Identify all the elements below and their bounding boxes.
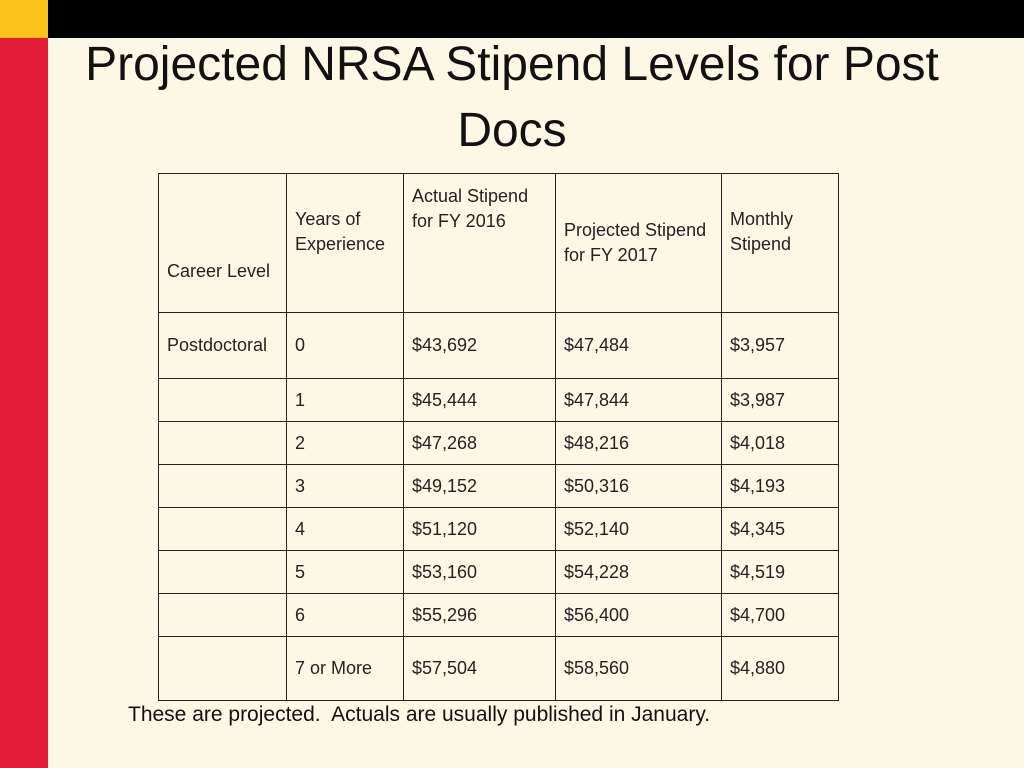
- header-years-of-experience: Years of Experience: [287, 174, 404, 313]
- monthly-cell: $4,018: [722, 422, 839, 465]
- table-row: [159, 551, 839, 594]
- career-level-cell: [159, 594, 287, 637]
- career-level-cell: [159, 465, 287, 508]
- projected-2017-cell: $58,560: [556, 637, 722, 701]
- projected-2017-cell: $56,400: [556, 594, 722, 637]
- actual-2016-cell: $45,444: [404, 379, 556, 422]
- table-row: [159, 313, 839, 379]
- table-row: [159, 508, 839, 551]
- years-cell: 6: [287, 594, 404, 637]
- career-level-cell: [159, 637, 287, 701]
- career-level-cell: [159, 379, 287, 422]
- career-level-cell: Postdoctoral: [159, 313, 287, 379]
- actual-2016-cell: $53,160: [404, 551, 556, 594]
- actual-2016-cell: $49,152: [404, 465, 556, 508]
- table-row: [159, 465, 839, 508]
- table-header-row: [159, 174, 839, 313]
- slide-title: Projected NRSA Stipend Levels for Post Docs: [85, 38, 939, 157]
- monthly-cell: $4,193: [722, 465, 839, 508]
- actual-2016-cell: $55,296: [404, 594, 556, 637]
- table-row: [159, 594, 839, 637]
- years-cell: 3: [287, 465, 404, 508]
- monthly-cell: $4,519: [722, 551, 839, 594]
- years-cell: 0: [287, 313, 404, 379]
- monthly-cell: $3,957: [722, 313, 839, 379]
- table-row: [159, 379, 839, 422]
- corner-accent: [0, 0, 48, 38]
- projected-2017-cell: $47,484: [556, 313, 722, 379]
- monthly-cell: $4,700: [722, 594, 839, 637]
- projected-2017-cell: $48,216: [556, 422, 722, 465]
- footnote: These are projected. Actuals are usually published in January.: [128, 703, 711, 726]
- years-cell: 2: [287, 422, 404, 465]
- monthly-cell: $4,880: [722, 637, 839, 701]
- header-actual-stipend-2016: Actual Stipend for FY 2016: [404, 174, 556, 313]
- table-row: [159, 637, 839, 701]
- stipend-table: [158, 173, 839, 701]
- career-level-cell: [159, 422, 287, 465]
- projected-2017-cell: $47,844: [556, 379, 722, 422]
- actual-2016-cell: $51,120: [404, 508, 556, 551]
- table-row: [159, 422, 839, 465]
- actual-2016-cell: $43,692: [404, 313, 556, 379]
- career-level-cell: [159, 551, 287, 594]
- years-cell: 7 or More: [287, 637, 404, 701]
- header-monthly-stipend: Monthly Stipend: [722, 174, 839, 313]
- monthly-cell: $3,987: [722, 379, 839, 422]
- side-bar: [0, 38, 48, 768]
- header-career-level: Career Level: [159, 174, 287, 313]
- monthly-cell: $4,345: [722, 508, 839, 551]
- years-cell: 4: [287, 508, 404, 551]
- projected-2017-cell: $54,228: [556, 551, 722, 594]
- years-cell: 5: [287, 551, 404, 594]
- years-cell: 1: [287, 379, 404, 422]
- projected-2017-cell: $52,140: [556, 508, 722, 551]
- actual-2016-cell: $57,504: [404, 637, 556, 701]
- header-projected-stipend-2017: Projected Stipend for FY 2017: [556, 174, 722, 313]
- actual-2016-cell: $47,268: [404, 422, 556, 465]
- career-level-cell: [159, 508, 287, 551]
- projected-2017-cell: $50,316: [556, 465, 722, 508]
